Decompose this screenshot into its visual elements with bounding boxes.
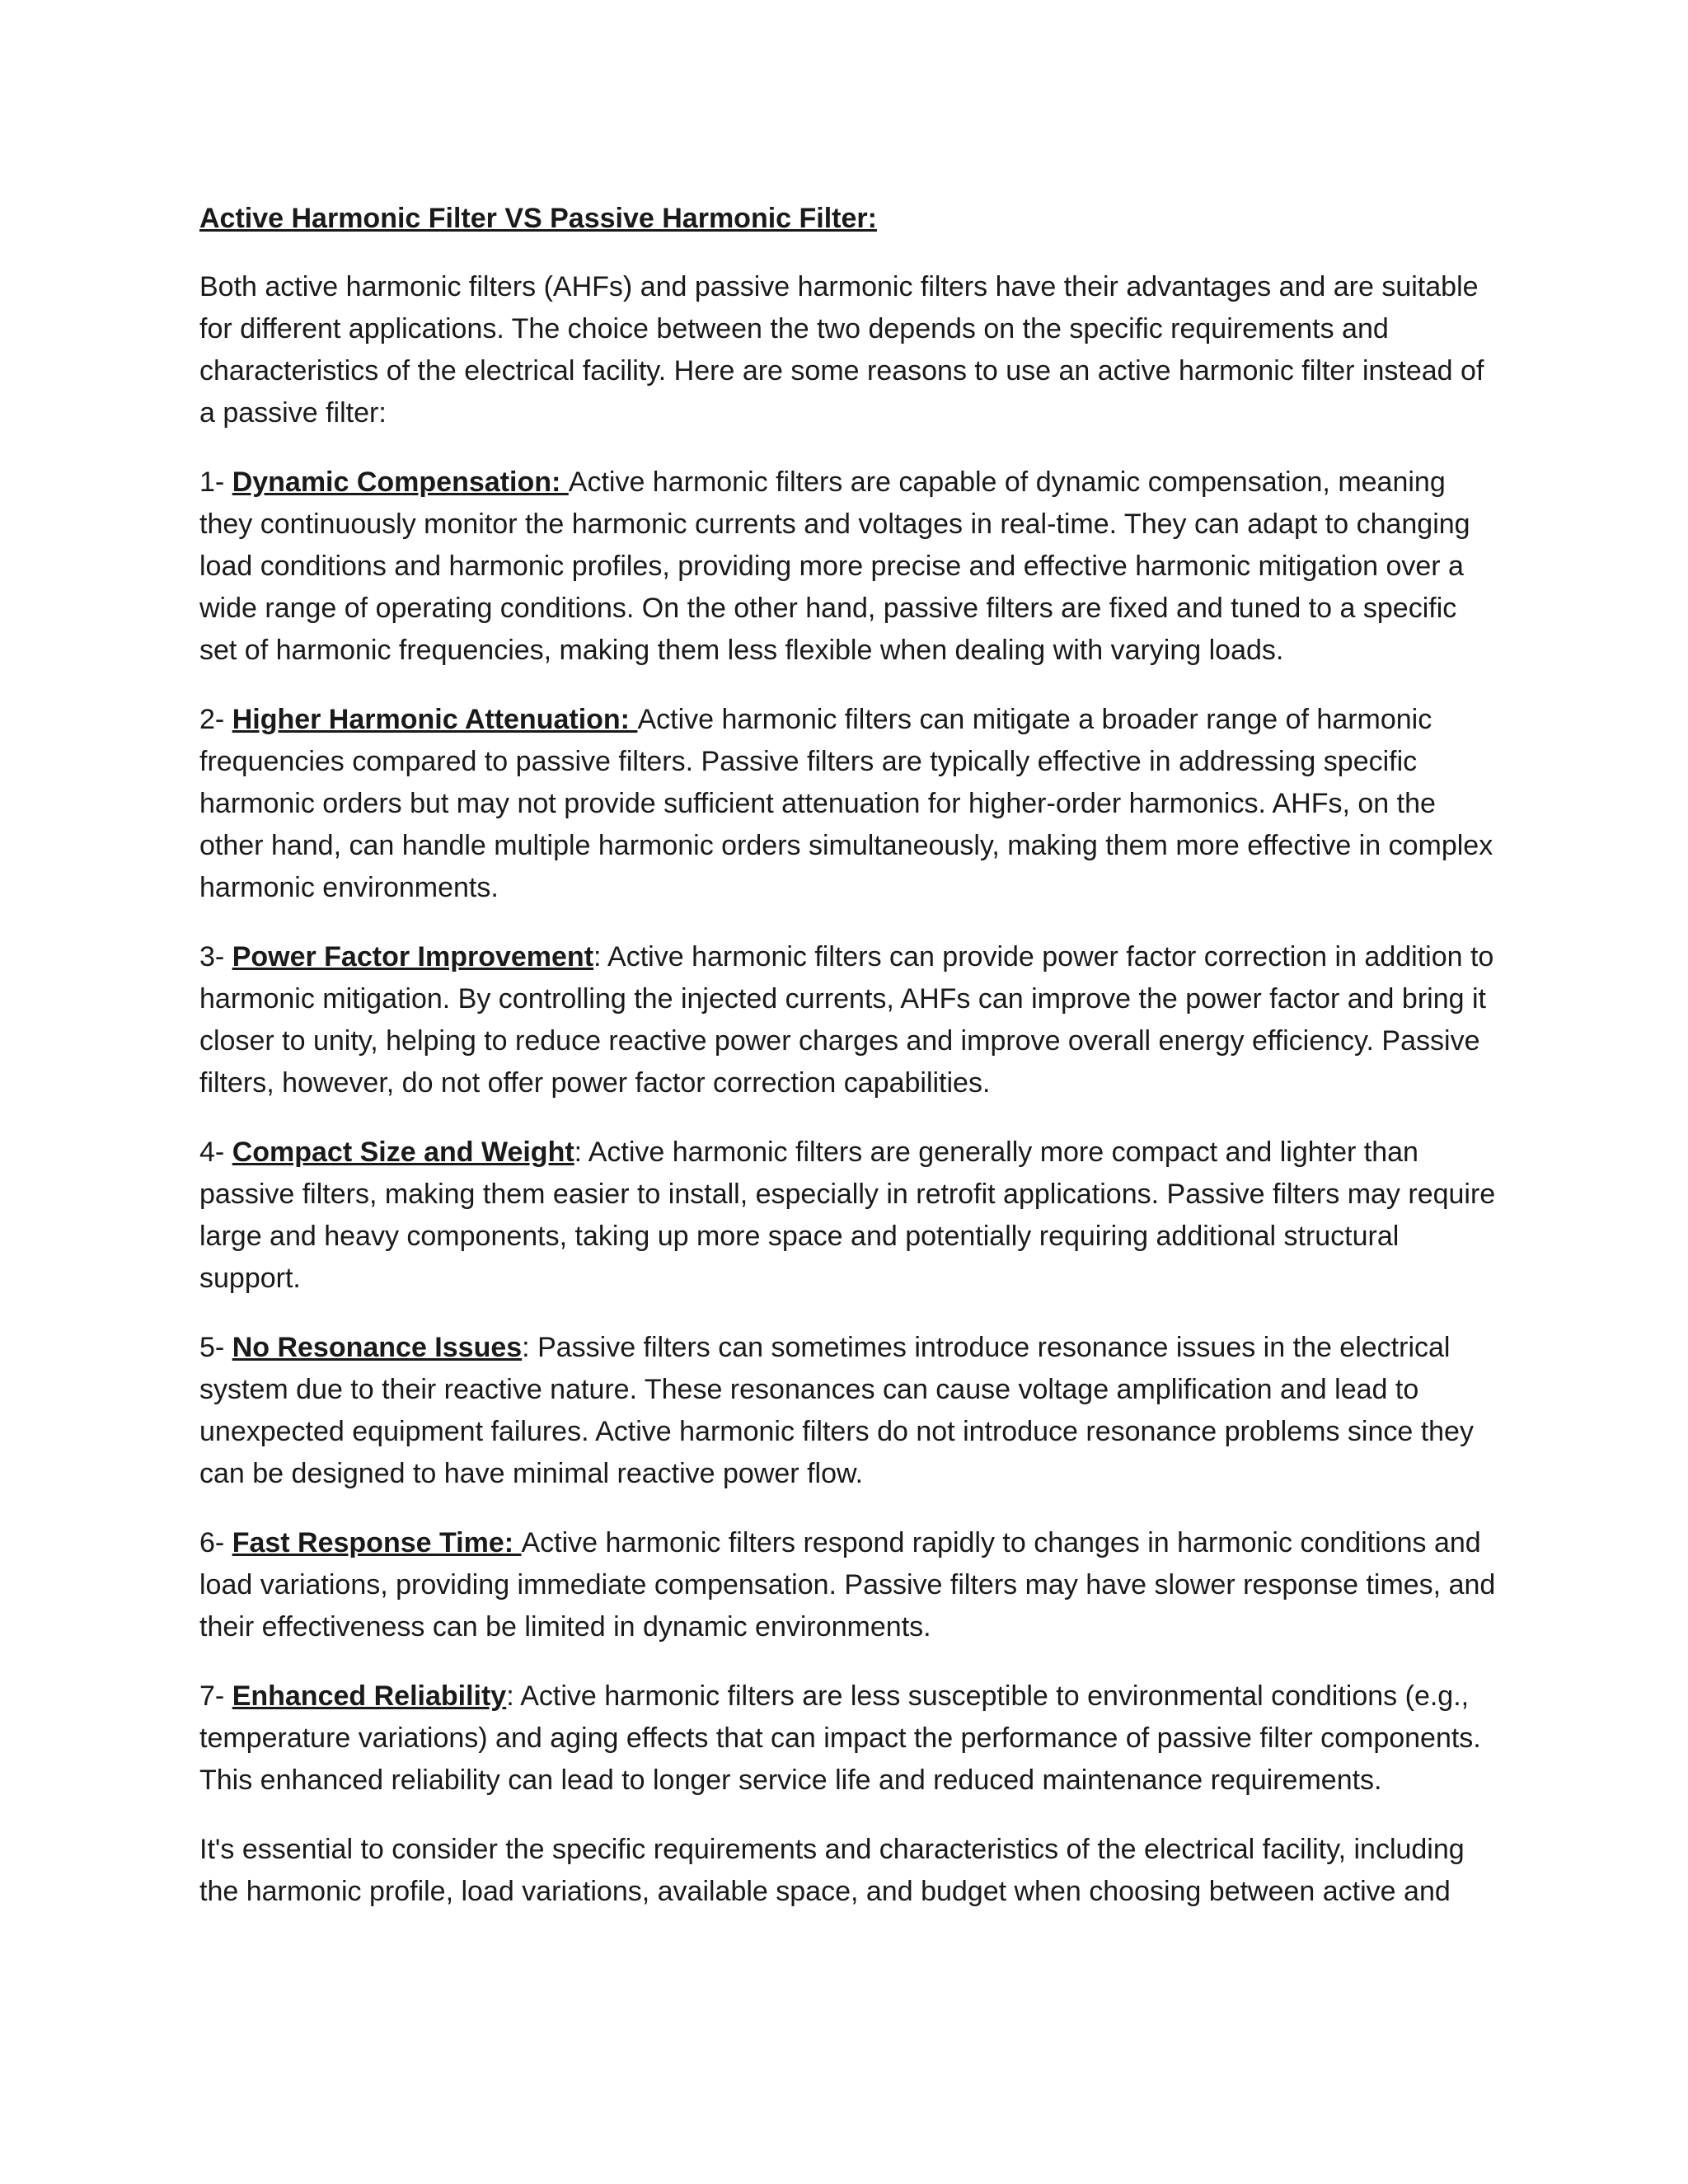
item-text: Active harmonic filters respond rapidly to changes in harmonic conditions and load variations, providing immediate compensation. Passive filters may have slower response times, and their effectiveness can be limited in dynamic environments. [199,1527,1496,1643]
item-text: : Active harmonic filters can provide power factor correction in addition to harmonic mitigation. By controlling the injected currents, AHFs can improve the power factor and bring it closer to unity, helping to reduce reactive power charges and improve overall energy efficiency. Passive filters, however, do not offer power factor correction capabilities. [199,941,1494,1099]
item-text: : Active harmonic filters are less susceptible to environmental conditions (e.g., temperature variations) and aging effects that can impact the performance of passive filter components. This enhanced reliability can lead to longer service life and reduced maintenance requirements. [199,1680,1481,1796]
document-title: Active Harmonic Filter VS Passive Harmonic Filter: [199,203,877,234]
item-term: Enhanced Reliability [232,1680,507,1712]
item-number: 1- [199,466,232,498]
item-number: 5- [199,1332,232,1363]
list-item-higher-harmonic-attenuation [199,699,1502,909]
item-term: Fast Response Time: [232,1527,522,1558]
item-term: Power Factor Improvement [232,941,594,972]
item-number: 4- [199,1137,232,1168]
list-item-enhanced-reliability [199,1675,1502,1802]
item-number: 3- [199,941,232,972]
item-text: : Active harmonic filters are generally more compact and lighter than passive filters, making them easier to install, especially in retrofit applications. Passive filters may require large and heavy components, taking up more space and potentially requiring additional structural support. [199,1137,1496,1294]
item-term: Compact Size and Weight [232,1137,574,1168]
list-item-compact-size-and-weight [199,1132,1502,1300]
list-item-fast-response-time [199,1522,1502,1648]
intro-paragraph: Both active harmonic filters (AHFs) and passive harmonic filters have their advantages and are suitable for different applications. The choice between the two depends on the specific requirements and characteristics of the electrical facility. Here are some reasons to use an active harmonic filter instead of a passive filter: [199,271,1484,429]
item-text: : Passive filters can sometimes introduce resonance issues in the electrical system due to their reactive nature. These resonances can cause voltage amplification and lead to unexpected equipment failures. Active harmonic filters do not introduce resonance problems since they can be designed to have minimal reactive power flow. [199,1332,1474,1489]
item-term: Dynamic Compensation: [232,466,569,498]
document-page [199,198,1502,1940]
item-text: Active harmonic filters can mitigate a broader range of harmonic frequencies compared to passive filters. Passive filters are typically effective in addressing specific harmonic orders but may not provide sufficient attenuation for higher-order harmonics. AHFs, on the other hand, can handle multiple harmonic orders simultaneously, making them more effective in complex harmonic environments. [199,704,1493,903]
item-number: 6- [199,1527,232,1558]
item-number: 2- [199,704,232,735]
list-item-power-factor-improvement [199,936,1502,1104]
item-term: No Resonance Issues [232,1332,523,1363]
item-text: Active harmonic filters are capable of dynamic compensation, meaning they continuously monitor the harmonic currents and voltages in real-time. They can adapt to changing load conditions and harmonic profiles, providing more precise and effective harmonic mitigation over a wide range of operating conditions. On the other hand, passive filters are fixed and tuned to a specific set of harmonic frequencies, making them less flexible when dealing with varying loads. [199,466,1470,666]
item-number: 7- [199,1680,232,1712]
item-term: Higher Harmonic Attenuation: [232,704,638,735]
list-item-no-resonance-issues [199,1327,1502,1495]
list-item-dynamic-compensation [199,462,1502,672]
closing-paragraph: It's essential to consider the specific requirements and characteristics of the electrical facility, including the harmonic profile, load variations, available space, and budget when choosing between active and [199,1834,1465,1907]
